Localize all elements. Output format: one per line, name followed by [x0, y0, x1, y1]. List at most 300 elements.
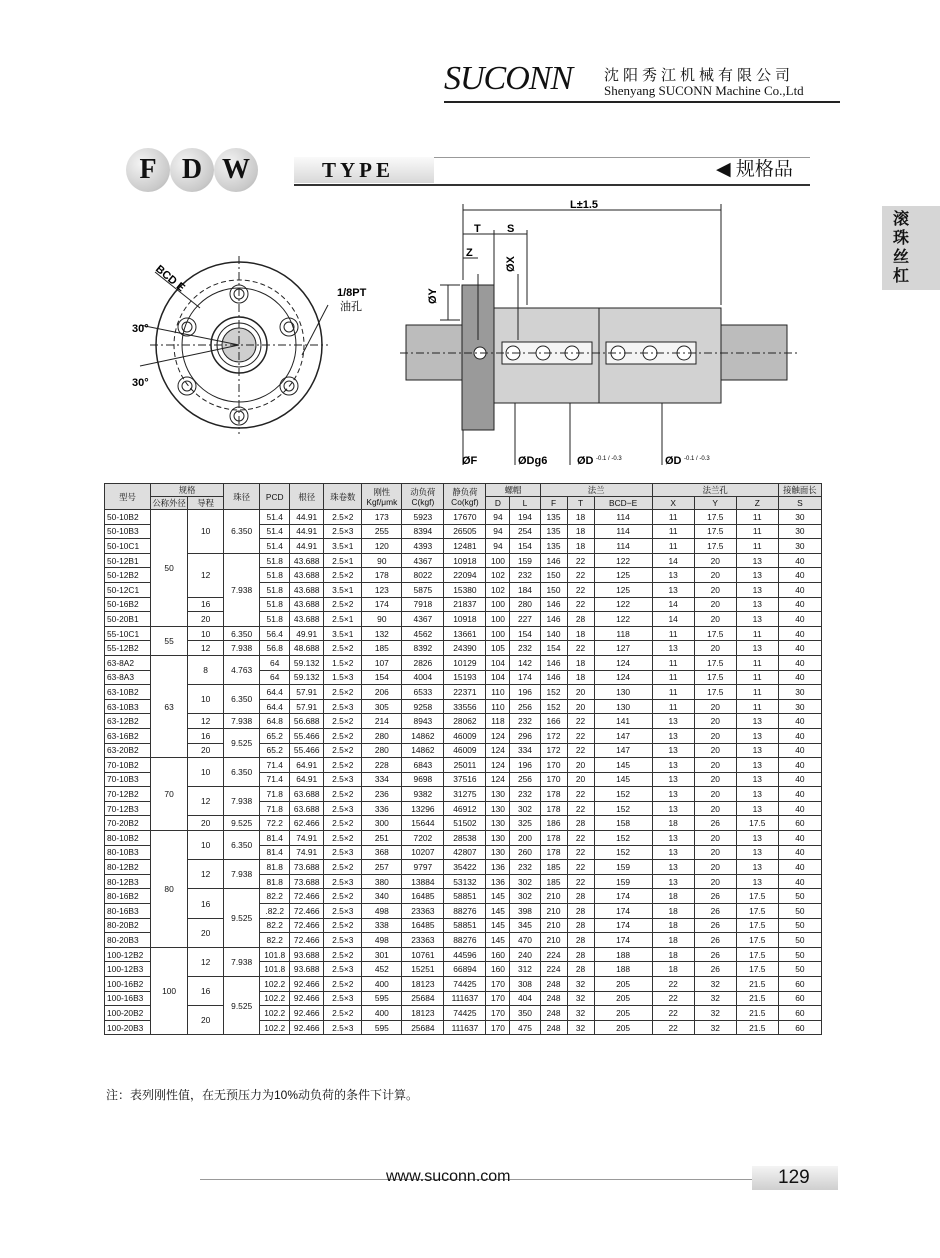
model-cell: 100-16B2 — [105, 977, 151, 992]
x-label: ØX — [505, 256, 517, 272]
table-cell: 280 — [510, 597, 540, 612]
table-cell: 170 — [540, 758, 567, 773]
table-cell: 152 — [594, 787, 652, 802]
table-row — [105, 626, 822, 641]
header-rule — [444, 101, 840, 103]
table-cell: 5923 — [402, 510, 444, 525]
table-cell: 13 — [652, 714, 694, 729]
table-cell: 206 — [362, 685, 402, 700]
col-static-load: 静负荷 Co(kgf) — [444, 484, 486, 510]
table-cell: 2.5×3 — [324, 524, 362, 539]
table-cell: 28538 — [444, 831, 486, 846]
model-cell: 63-10B2 — [105, 685, 151, 700]
table-cell: 170 — [486, 1006, 510, 1021]
col-model: 型号 — [105, 484, 151, 510]
table-cell: 88276 — [444, 904, 486, 919]
table-cell: 152 — [594, 831, 652, 846]
table-cell: 16 — [188, 597, 224, 612]
model-cell: 80-10B3 — [105, 845, 151, 860]
table-cell: 22 — [652, 991, 694, 1006]
table-cell: 4004 — [402, 670, 444, 685]
table-cell: 105 — [486, 641, 510, 656]
table-cell: 122 — [594, 597, 652, 612]
spec-label: ◀ 规格品 — [716, 159, 793, 180]
table-row — [105, 758, 822, 773]
table-cell: 20 — [694, 714, 736, 729]
table-cell: 13 — [736, 801, 778, 816]
table-cell: 60 — [778, 1020, 821, 1035]
table-cell: 11 — [652, 655, 694, 670]
table-cell: 13 — [736, 553, 778, 568]
table-cell: 32 — [694, 977, 736, 992]
table-cell: 2.5×3 — [324, 874, 362, 889]
table-cell: 6.350 — [224, 510, 260, 554]
table-cell: 20 — [188, 612, 224, 627]
table-cell: 110 — [486, 685, 510, 700]
table-cell: 30 — [778, 685, 821, 700]
table-cell: 308 — [510, 977, 540, 992]
table-cell: 40 — [778, 772, 821, 787]
table-row — [105, 787, 822, 802]
table-cell: 74425 — [444, 1006, 486, 1021]
table-cell: 72.466 — [290, 904, 324, 919]
table-cell: 20 — [694, 772, 736, 787]
table-cell: 2.5×2 — [324, 743, 362, 758]
table-cell: 22 — [567, 553, 594, 568]
table-cell: 56.688 — [290, 714, 324, 729]
table-cell: 9.525 — [224, 977, 260, 1035]
table-cell: 10129 — [444, 655, 486, 670]
table-cell: 147 — [594, 728, 652, 743]
table-cell: 2.5×2 — [324, 510, 362, 525]
table-row — [105, 816, 822, 831]
table-cell: 20 — [567, 772, 594, 787]
table-cell: 32 — [567, 1020, 594, 1035]
table-cell: 125 — [594, 568, 652, 583]
table-cell: 65.2 — [260, 728, 290, 743]
table-cell: 71.4 — [260, 772, 290, 787]
table-cell: 174 — [362, 597, 402, 612]
table-cell: 595 — [362, 991, 402, 1006]
table-cell: 170 — [540, 772, 567, 787]
table-cell: 28 — [567, 947, 594, 962]
table-cell: 17.5 — [694, 670, 736, 685]
table-cell: 13 — [736, 758, 778, 773]
table-cell: 17.5 — [736, 947, 778, 962]
table-cell: 30 — [778, 539, 821, 554]
table-cell: 10761 — [402, 947, 444, 962]
model-cell: 55-12B2 — [105, 641, 151, 656]
model-cell: 50-12C1 — [105, 582, 151, 597]
table-cell: 205 — [594, 977, 652, 992]
table-cell: 100 — [486, 626, 510, 641]
table-cell: 178 — [540, 831, 567, 846]
table-cell: 280 — [362, 728, 402, 743]
table-cell: 20 — [694, 743, 736, 758]
table-cell: 15644 — [402, 816, 444, 831]
table-cell: 22 — [652, 1006, 694, 1021]
table-cell: 13 — [736, 568, 778, 583]
table-cell: 4367 — [402, 553, 444, 568]
table-cell: 80 — [151, 831, 188, 948]
table-cell: 25011 — [444, 758, 486, 773]
table-cell: 13 — [652, 758, 694, 773]
col-ball: 珠径 — [224, 484, 260, 510]
table-cell: 18 — [567, 626, 594, 641]
table-cell: 72.466 — [290, 918, 324, 933]
table-cell: 2.5×2 — [324, 889, 362, 904]
table-cell: 81.8 — [260, 874, 290, 889]
table-cell: 251 — [362, 831, 402, 846]
table-cell: 150 — [540, 568, 567, 583]
col-pcd: PCD — [260, 484, 290, 510]
table-cell: 4562 — [402, 626, 444, 641]
col-flange-hole: 法兰孔 — [652, 484, 778, 497]
table-cell: 18 — [652, 889, 694, 904]
table-cell: 2.5×2 — [324, 918, 362, 933]
table-cell: 248 — [540, 1020, 567, 1035]
table-row — [105, 889, 822, 904]
table-cell: 236 — [362, 787, 402, 802]
type-letter-w: W — [214, 148, 258, 192]
table-cell: 124 — [486, 728, 510, 743]
table-cell: 57.91 — [290, 685, 324, 700]
table-cell: 64 — [260, 655, 290, 670]
table-cell: 150 — [540, 582, 567, 597]
table-cell: 140 — [540, 626, 567, 641]
table-cell: 135 — [540, 539, 567, 554]
f-label: ØF — [462, 455, 478, 467]
table-cell: 71.4 — [260, 758, 290, 773]
table-cell: 196 — [510, 758, 540, 773]
table-cell: 256 — [510, 772, 540, 787]
table-cell: 18 — [652, 962, 694, 977]
table-cell: 60 — [778, 1006, 821, 1021]
table-cell: 66894 — [444, 962, 486, 977]
table-cell: 7.938 — [224, 947, 260, 976]
technical-drawing — [100, 190, 820, 480]
table-cell: 40 — [778, 860, 821, 875]
table-row — [105, 860, 822, 875]
table-cell: 232 — [510, 714, 540, 729]
table-cell: 92.466 — [290, 1006, 324, 1021]
table-cell: 232 — [510, 787, 540, 802]
table-cell: 22 — [567, 568, 594, 583]
table-cell: 10207 — [402, 845, 444, 860]
table-cell: 32 — [694, 991, 736, 1006]
table-cell: 17.5 — [694, 524, 736, 539]
table-cell: 13 — [652, 845, 694, 860]
table-cell: 50 — [778, 918, 821, 933]
table-cell: 124 — [486, 772, 510, 787]
table-cell: 17.5 — [694, 685, 736, 700]
table-cell: 15380 — [444, 582, 486, 597]
table-cell: 44596 — [444, 947, 486, 962]
page-number: 129 — [778, 1167, 810, 1188]
table-cell: 81.4 — [260, 845, 290, 860]
table-cell: 21.5 — [736, 991, 778, 1006]
table-cell: 136 — [486, 860, 510, 875]
table-cell: 260 — [510, 845, 540, 860]
table-cell: 18 — [567, 539, 594, 554]
table-cell: 301 — [362, 947, 402, 962]
col-lead: 导程 — [188, 497, 224, 510]
table-cell: 152 — [594, 845, 652, 860]
table-cell: 58851 — [444, 918, 486, 933]
table-cell: 232 — [510, 641, 540, 656]
table-cell: 44.91 — [290, 510, 324, 525]
table-cell: 248 — [540, 991, 567, 1006]
table-cell: 248 — [540, 1006, 567, 1021]
table-cell: 188 — [594, 947, 652, 962]
table-cell: 302 — [510, 874, 540, 889]
table-cell: 2.5×3 — [324, 801, 362, 816]
model-cell: 100-12B3 — [105, 962, 151, 977]
table-cell: 20 — [188, 1006, 224, 1035]
table-cell: 210 — [540, 933, 567, 948]
table-cell: 44.91 — [290, 524, 324, 539]
table-cell: 227 — [510, 612, 540, 627]
table-cell: 40 — [778, 670, 821, 685]
table-cell: 13 — [736, 845, 778, 860]
table-cell: 9.525 — [224, 816, 260, 831]
table-cell: 170 — [486, 991, 510, 1006]
table-cell: 20 — [694, 582, 736, 597]
table-cell: 14 — [652, 597, 694, 612]
col-t: T — [567, 497, 594, 510]
table-cell: 7.938 — [224, 553, 260, 626]
table-cell: 159 — [510, 553, 540, 568]
table-cell: 6843 — [402, 758, 444, 773]
table-cell: 178 — [540, 787, 567, 802]
table-cell: 51.8 — [260, 597, 290, 612]
table-cell: 17.5 — [694, 539, 736, 554]
table-cell: 11 — [736, 539, 778, 554]
table-row — [105, 1006, 822, 1021]
angle-label-upper: 30° — [132, 323, 149, 335]
table-cell: 22 — [567, 597, 594, 612]
table-cell: 18 — [567, 510, 594, 525]
table-cell: 40 — [778, 612, 821, 627]
table-cell: 28 — [567, 904, 594, 919]
table-cell: 30 — [778, 524, 821, 539]
table-cell: 7.938 — [224, 641, 260, 656]
table-cell: 25684 — [402, 1020, 444, 1035]
table-cell: 22 — [567, 787, 594, 802]
col-f: F — [540, 497, 567, 510]
table-cell: 51.4 — [260, 524, 290, 539]
table-cell: 28 — [567, 933, 594, 948]
model-cell: 63-12B2 — [105, 714, 151, 729]
table-cell: 11 — [736, 670, 778, 685]
table-cell: 130 — [594, 699, 652, 714]
table-row — [105, 947, 822, 962]
table-cell: 13884 — [402, 874, 444, 889]
d-tolerance-2: -0.1 / -0.3 — [684, 456, 710, 462]
table-cell: 40 — [778, 874, 821, 889]
table-cell: 26505 — [444, 524, 486, 539]
table-cell: 20 — [567, 758, 594, 773]
table-cell: 22 — [567, 860, 594, 875]
table-row — [105, 655, 822, 670]
table-cell: 18 — [652, 904, 694, 919]
table-cell: 17670 — [444, 510, 486, 525]
table-cell: 178 — [540, 801, 567, 816]
table-cell: 20 — [188, 816, 224, 831]
table-cell: 50 — [778, 933, 821, 948]
table-cell: 92.466 — [290, 1020, 324, 1035]
table-cell: 2.5×2 — [324, 831, 362, 846]
model-cell: 100-12B2 — [105, 947, 151, 962]
table-cell: 114 — [594, 539, 652, 554]
table-cell: 120 — [362, 539, 402, 554]
table-cell: 100 — [486, 597, 510, 612]
table-cell: 20 — [694, 874, 736, 889]
table-cell: 30 — [778, 699, 821, 714]
table-cell: 23363 — [402, 933, 444, 948]
table-cell: 124 — [594, 670, 652, 685]
table-cell: 136 — [486, 874, 510, 889]
table-cell: 170 — [486, 1020, 510, 1035]
table-cell: 20 — [694, 641, 736, 656]
length-label: L±1.5 — [570, 199, 599, 211]
table-cell: 336 — [362, 801, 402, 816]
table-cell: 64.4 — [260, 699, 290, 714]
model-cell: 50-10B3 — [105, 524, 151, 539]
table-cell: 122 — [594, 553, 652, 568]
table-cell: 186 — [540, 816, 567, 831]
table-cell: 55 — [151, 626, 188, 655]
table-cell: 72.466 — [290, 933, 324, 948]
table-cell: 48.688 — [290, 641, 324, 656]
table-cell: 254 — [510, 524, 540, 539]
table-cell: 50 — [151, 510, 188, 627]
table-cell: 94 — [486, 510, 510, 525]
z-label: Z — [466, 247, 473, 259]
table-cell: 2.5×3 — [324, 933, 362, 948]
table-cell: 172 — [540, 743, 567, 758]
table-cell: 50 — [778, 962, 821, 977]
model-cell: 70-10B3 — [105, 772, 151, 787]
table-cell: 20 — [188, 918, 224, 947]
table-cell: 22 — [567, 714, 594, 729]
table-cell: 55.466 — [290, 728, 324, 743]
table-cell: 6533 — [402, 685, 444, 700]
table-cell: 232 — [510, 860, 540, 875]
table-cell: 5875 — [402, 582, 444, 597]
table-cell: 51.8 — [260, 553, 290, 568]
table-cell: 2.5×2 — [324, 714, 362, 729]
table-cell: 26 — [694, 816, 736, 831]
table-cell: 43.688 — [290, 553, 324, 568]
model-cell: 80-16B3 — [105, 904, 151, 919]
table-cell: 302 — [510, 801, 540, 816]
spec-table — [104, 483, 822, 1035]
table-cell: 160 — [486, 962, 510, 977]
footer-url[interactable]: www.suconn.com — [386, 1168, 511, 1185]
table-cell: 159 — [594, 874, 652, 889]
table-cell: 302 — [510, 889, 540, 904]
table-cell: 13 — [652, 743, 694, 758]
table-cell: 10 — [188, 831, 224, 860]
table-cell: 7.938 — [224, 714, 260, 729]
table-cell: 452 — [362, 962, 402, 977]
table-cell: 10918 — [444, 612, 486, 627]
table-cell: 22 — [567, 845, 594, 860]
table-cell: 17.5 — [736, 918, 778, 933]
table-cell: 2.5×2 — [324, 568, 362, 583]
table-cell: 26 — [694, 904, 736, 919]
table-cell: 205 — [594, 1006, 652, 1021]
table-cell: 130 — [486, 816, 510, 831]
table-cell: 12 — [188, 714, 224, 729]
table-cell: 20 — [694, 728, 736, 743]
table-cell: 16 — [188, 977, 224, 1006]
col-z: Z — [736, 497, 778, 510]
col-spec: 规格 — [151, 484, 224, 497]
table-cell: 334 — [510, 743, 540, 758]
table-cell: 2.5×2 — [324, 977, 362, 992]
table-cell: 2.5×2 — [324, 860, 362, 875]
table-cell: 154 — [510, 539, 540, 554]
table-cell: 1.5×2 — [324, 655, 362, 670]
table-cell: 9382 — [402, 787, 444, 802]
table-cell: 145 — [486, 933, 510, 948]
table-cell: 132 — [362, 626, 402, 641]
table-cell: 21.5 — [736, 977, 778, 992]
table-cell: 174 — [594, 933, 652, 948]
table-cell: 404 — [510, 991, 540, 1006]
table-cell: 13 — [652, 831, 694, 846]
table-cell: 8 — [188, 655, 224, 684]
table-cell: 13 — [736, 714, 778, 729]
type-letter-f: F — [126, 148, 170, 192]
table-cell: 205 — [594, 991, 652, 1006]
table-cell: 127 — [594, 641, 652, 656]
table-cell: 26 — [694, 918, 736, 933]
table-cell: 20 — [694, 801, 736, 816]
table-cell: 6.350 — [224, 626, 260, 641]
table-cell: 130 — [486, 787, 510, 802]
table-cell: 92.466 — [290, 991, 324, 1006]
table-row — [105, 918, 822, 933]
table-cell: 185 — [540, 874, 567, 889]
table-cell: 20 — [188, 743, 224, 758]
table-cell: 312 — [510, 962, 540, 977]
table-cell: 2.5×2 — [324, 1006, 362, 1021]
table-cell: 51.8 — [260, 612, 290, 627]
table-cell: 1.5×3 — [324, 670, 362, 685]
model-cell: 50-10C1 — [105, 539, 151, 554]
table-cell: 90 — [362, 612, 402, 627]
table-cell: 94 — [486, 539, 510, 554]
col-nominal: 公称外径 — [152, 498, 186, 508]
table-cell: 130 — [486, 845, 510, 860]
table-cell: 13 — [652, 728, 694, 743]
table-cell: 145 — [594, 772, 652, 787]
table-cell: 4393 — [402, 539, 444, 554]
col-turns: 珠卷数 — [324, 484, 362, 510]
table-cell: 13 — [736, 831, 778, 846]
table-cell: 11 — [652, 524, 694, 539]
table-cell: 11 — [652, 510, 694, 525]
table-cell: 73.688 — [290, 874, 324, 889]
table-cell: 17.5 — [736, 816, 778, 831]
table-cell: 65.2 — [260, 743, 290, 758]
table-cell: 22 — [567, 831, 594, 846]
table-cell: 147 — [594, 743, 652, 758]
table-row — [105, 831, 822, 846]
